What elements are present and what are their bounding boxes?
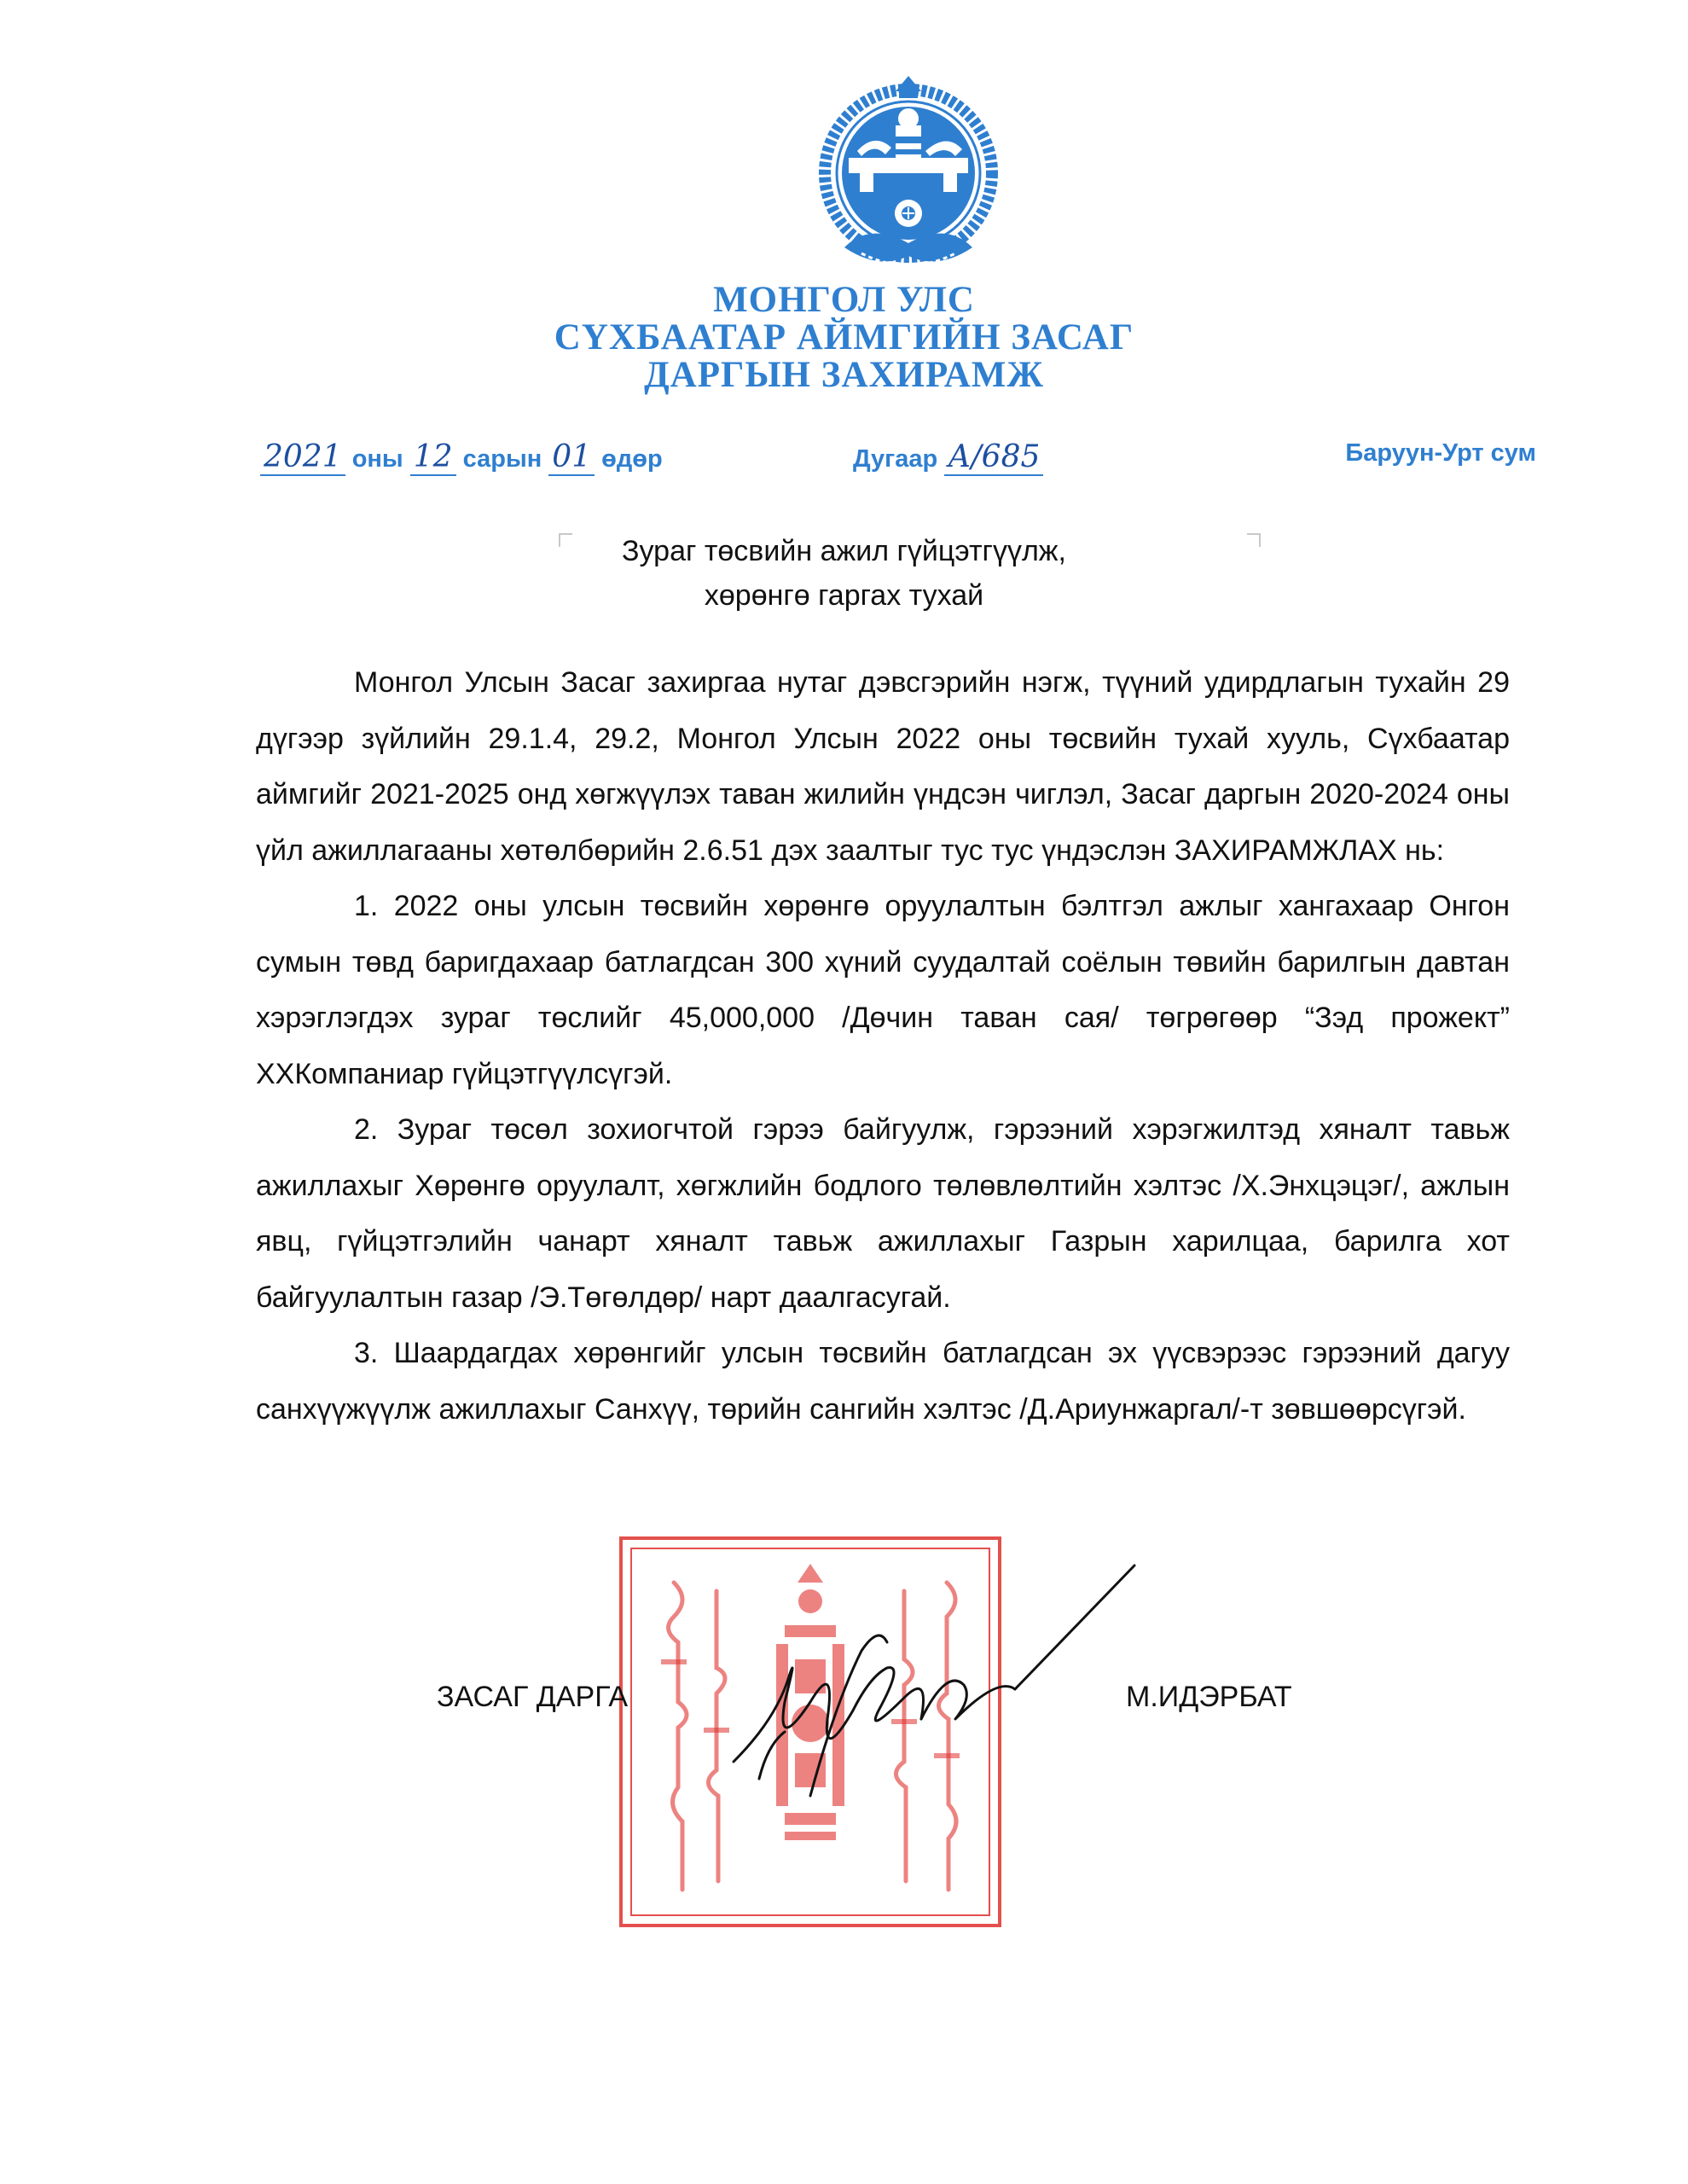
date-day-suffix: өдөр (601, 445, 663, 473)
header-line-country: МОНГОЛ УЛС (713, 280, 975, 320)
number-value: А/685 (944, 439, 1043, 476)
date-year: 2021 (260, 439, 345, 476)
header-line-authority: СҮХБААТАР АЙМГИЙН ЗАСАГ (554, 317, 1134, 357)
document-meta-row (0, 439, 1688, 491)
signatory-title: ЗАСАГ ДАРГА (437, 1681, 629, 1713)
subject-line-2: хөрөнгө гаргах тухай (704, 579, 984, 612)
document-place: Баруун-Урт сум (1345, 439, 1536, 467)
date-year-suffix: оны (351, 445, 403, 473)
body-paragraph-1: 1. 2022 оны улсын төсвийн хөрөнгө оруулалтын бэлтгэл ажлыг хангахаар Онгон сумын төвд баригдахаар батлагдсан 300 хүний суудалтай соёлын төвийн барилгын давтан хэрэглэгдэх зураг төслийг 45,000,000 /Дөчин таван сая/ төгрөгөөр “Зэд прожект” ХХКомпаниар гүйцэтгүүлсүгэй. (256, 890, 1510, 1090)
header-line-doc-type: ДАРГЫН ЗАХИРАМЖ (644, 355, 1044, 395)
state-emblem-icon (810, 73, 1006, 277)
document-subject (0, 529, 1688, 618)
date-month: 12 (410, 439, 456, 476)
body-paragraph-preamble: Монгол Улсын Засаг захиргаа нутаг дэвсгэрийн нэгж, түүний удирдлагын тухайн 29 дүгээр зүйлийн 29.1.4, 29.2, Монгол Улсын 2022 оны төсвийн тухай хууль, Сүхбаатар аймгийг 2021-2025 онд хөгжүүлэх таван жилийн үндсэн чиглэл, Засаг даргын 2020-2024 оны үйл ажиллагааны хөтөлбөрийн 2.6.51 дэх заалтыг тус тус үндэслэн ЗАХИРАМЖЛАХ нь: (256, 666, 1510, 867)
date-day: 01 (548, 439, 595, 476)
document-body (256, 655, 1510, 1438)
document-date (260, 439, 663, 474)
handwritten-signature-icon (708, 1548, 1151, 1838)
date-month-suffix: сарын (462, 445, 542, 473)
number-label: Дугаар (853, 445, 938, 473)
signatory-name: М.ИДЭРБАТ (1126, 1681, 1292, 1713)
subject-line-1: Зураг төсвийн ажил гүйцэтгүүлж, (622, 535, 1066, 567)
document-number (853, 439, 1043, 474)
body-paragraph-2: 2. Зураг төсөл зохиогчтой гэрээ байгуулж, гэрээний хэрэгжилтэд хяналт тавьж ажиллахыг Хөрөнгө оруулалт, хөгжлийн бодлого төлөвлөлтийн хэлтэс /Х.Энхцэцэг/, ажлын явц, гүйцэтгэлийн чанарт хяналт тавьж ажиллахыг Газрын харилцаа, барилга хот байгуулалтын газар /Э.Төгөлдөр/ нарт даалгасугай. (256, 1113, 1510, 1314)
document-header (0, 282, 1688, 394)
body-paragraph-3: 3. Шаардагдах хөрөнгийг улсын төсвийн батлагдсан эх үүсвэрээс гэрээний дагуу санхүүжүүлж ажиллахыг Санхүү, төрийн сангийн хэлтэс /Д.Ариунжаргал/-т зөвшөөрсүгэй. (256, 1337, 1510, 1426)
